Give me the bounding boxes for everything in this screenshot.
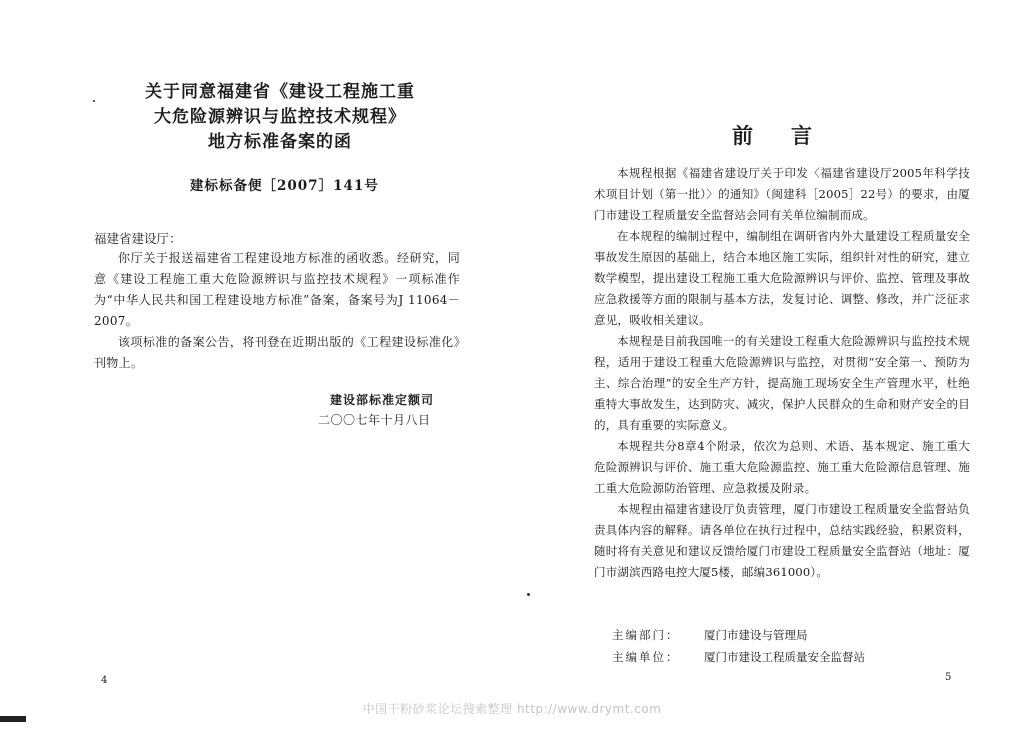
credit-label: 主编部门： xyxy=(612,628,680,642)
watermark-text: 中国干粉砂浆论坛搜索整理 http://www.drymt.com xyxy=(362,702,662,716)
letter-title-line: 关于同意福建省《建设工程施工重 xyxy=(145,82,415,102)
scan-speck xyxy=(93,100,95,102)
scan-speck xyxy=(527,593,530,596)
credit-label: 主编单位： xyxy=(612,650,680,664)
letter-title-line: 地方标准备案的函 xyxy=(208,132,352,152)
preface-title: 前言 xyxy=(732,123,850,148)
issue-date: 二〇〇七年十月八日 xyxy=(318,413,431,427)
issuer-name: 建设部标准定额司 xyxy=(330,393,435,407)
credit-row-chief-department xyxy=(612,624,865,646)
page-number-right: 5 xyxy=(945,672,952,683)
letter-title xyxy=(120,80,440,155)
salutation: 福建省建设厅： xyxy=(94,231,182,246)
preface-paragraph: 本规程由福建省建设厅负责管理，厦门市建设工程质量安全监督站负责具体内容的解释。请各单位在执行过程中，总结实践经验，积累资料，随时将有关意见和建议反馈给厦门市建设工程质量安全监督站（地址：厦门市湖滨西路电控大厦5楼，邮编361000）。 xyxy=(594,502,970,579)
letter-paragraph: 该项标准的备案公告，将刊登在近期出版的《工程建设标准化》刊物上。 xyxy=(94,335,460,370)
scan-corner-mark xyxy=(0,716,26,722)
right-page xyxy=(512,0,1024,731)
preface-paragraph: 本规程根据《福建省建设厅关于印发〈福建省建设厅2005年科学技术项目计划（第一批）〉的通知》（闽建科［2005］22号）的要求，由厦门市建设工程质量安全监督站会同有关单位编制而成。 xyxy=(594,166,970,222)
credit-row-chief-unit xyxy=(612,646,865,668)
letter-body xyxy=(94,248,460,374)
credit-value: 厦门市建设工程质量安全监督站 xyxy=(704,650,865,664)
preface-paragraph: 本规程是目前我国唯一的有关建设工程重大危险源辨识与监控技术规程，适用于建设工程重大危险源辨识与监控，对贯彻“安全第一、预防为主、综合治理”的安全生产方针，提高施工现场安全生产管理水平，杜绝重特大事故发生，达到防灾、减灾，保护人民群众的生命和财产安全的目的，具有重要的实际意义。 xyxy=(594,334,970,432)
preface-paragraph: 在本规程的编制过程中，编制组在调研省内外大量建设工程质量安全事故发生原因的基础上，结合本地区施工实际，组织针对性的研究，建立数学模型，提出建设工程施工重大危险源辨识与评价、监控、管理及事故应急救援等方面的限制与基本方法，发复讨论、调整、修改，并广泛征求意见，吸收相关建议。 xyxy=(594,229,970,327)
letter-paragraph: 你厅关于报送福建省工程建设地方标准的函收悉。经研究，同意《建设工程施工重大危险源辨识与监控技术规程》一项标准作为“中华人民共和国工程建设地方标准”备案，备案号为J 11064－2007。 xyxy=(94,251,460,328)
document-number: 建标标备便［2007］141号 xyxy=(190,178,379,194)
preface-body xyxy=(594,163,970,583)
credits-block xyxy=(612,624,865,668)
letter-title-line: 大危险源辨识与监控技术规程》 xyxy=(154,107,406,127)
page-number-left: 4 xyxy=(101,675,108,686)
credit-value: 厦门市建设与管理局 xyxy=(704,628,808,642)
preface-paragraph: 本规程共分8章4个附录，依次为总则、术语、基本规定、施工重大危险源辨识与评价、施工重大危险源监控、施工重大危险源信息管理、施工重大危险源防治管理、应急救援及附录。 xyxy=(594,439,970,495)
